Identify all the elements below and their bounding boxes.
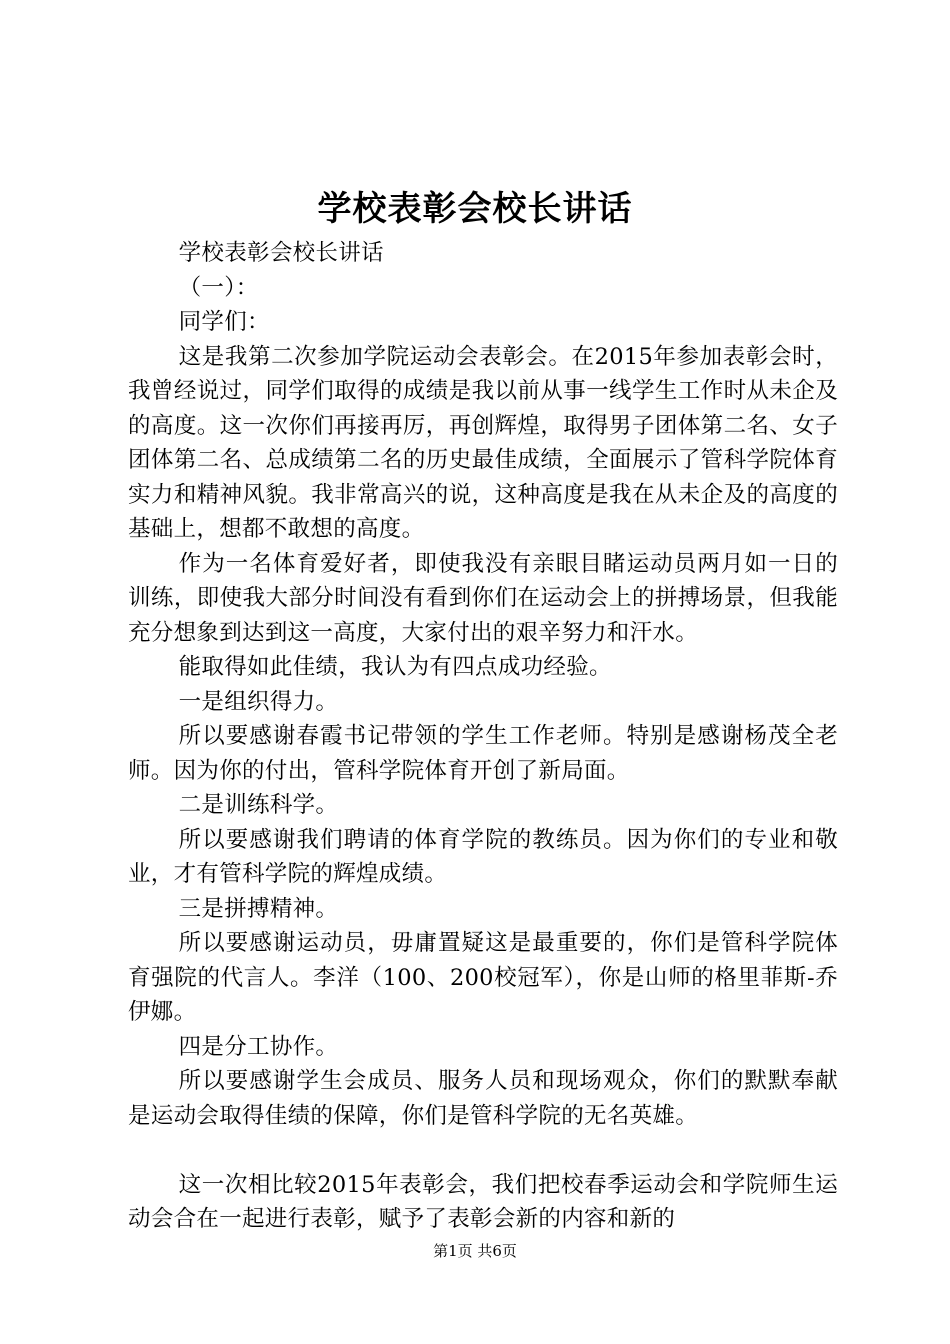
body-paragraph: 这是我第二次参加学院运动会表彰会。在2015年参加表彰会时，我曾经说过，同学们取得的成绩是我以前从事一线学生工作时从未企及的高度。这一次你们再接再厉，再创辉煌，取得男子团体第二名、女子团体第二名、总成绩第二名的历史最佳成绩，全面展示了管科学院体育实力和精神风貌。我非常高兴的说，这种高度是我在从未企及的高度的基础上，想都不敢想的高度。 [128,343,838,542]
body-paragraph: 能取得如此佳绩，我认为有四点成功经验。 [178,654,612,680]
body-paragraph: 所以要感谢运动员，毋庸置疑这是最重要的，你们是管科学院体育强院的代言人。李洋（100、200校冠军），你是山师的格里菲斯-乔伊娜。 [128,930,838,1025]
body-paragraph: 一是组织得力。 [178,688,339,715]
body-paragraphs [128,236,838,1133]
page-number-footer: 第1页 共6页 [433,1242,517,1260]
body-paragraph: 三是拼搏精神。 [178,895,339,922]
document-title: 学校表彰会校长讲话 [317,189,633,229]
body-paragraph: （一）： [178,274,259,301]
body-paragraph: 所以要感谢春霞书记带领的学生工作老师。特别是感谢杨茂全老师。因为你的付出，管科学院体育开创了新局面。 [128,723,838,784]
body-paragraphs-continued [128,1168,838,1237]
body-paragraph: 同学们： [178,309,270,335]
body-paragraph: 二是训练科学。 [178,792,339,818]
body-paragraph: 学校表彰会校长讲话 [178,240,384,266]
body-paragraph: 所以要感谢学生会成员、服务人员和现场观众，你们的默默奉献是运动会取得佳绩的保障，你们是管科学院的无名英雄。 [128,1068,838,1129]
body-paragraph: 四是分工协作。 [178,1033,339,1060]
document-body [128,236,838,1237]
body-paragraph: 这一次相比较2015年表彰会，我们把校春季运动会和学院师生运动会合在一起进行表彰，赋予了表彰会新的内容和新的 [128,1171,838,1232]
paragraph-spacer [128,1133,838,1168]
body-paragraph: 所以要感谢我们聘请的体育学院的教练员。因为你们的专业和敬业，才有管科学院的辉煌成绩。 [128,826,838,887]
body-paragraph: 作为一名体育爱好者，即使我没有亲眼目睹运动员两月如一日的训练，即使我大部分时间没有看到你们在运动会上的拼搏场景，但我能充分想象到达到这一高度，大家付出的艰辛努力和汗水。 [128,550,838,646]
